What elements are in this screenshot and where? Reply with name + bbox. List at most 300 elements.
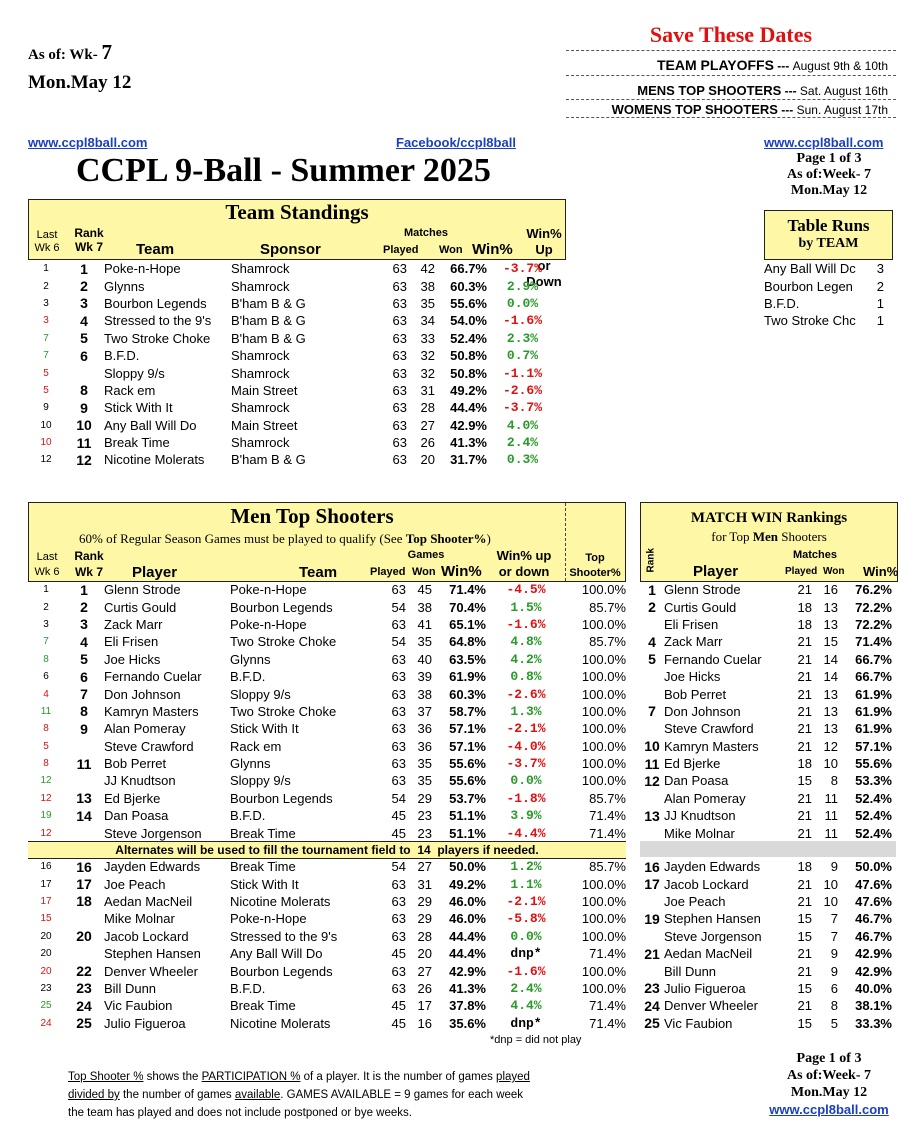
team-name: Break Time — [230, 825, 296, 841]
rank: 6 — [80, 668, 88, 685]
team-name: Break Time — [230, 998, 296, 1014]
won: 10 — [823, 876, 838, 892]
played: 63 — [391, 980, 406, 996]
played: 63 — [391, 582, 406, 598]
won: 27 — [417, 963, 432, 979]
player-name: Jayden Edwards — [104, 859, 201, 875]
played: 45 — [391, 808, 406, 824]
match-win-row — [640, 858, 896, 875]
team-name: Bourbon Legends — [104, 295, 207, 311]
won: 13 — [823, 616, 838, 632]
team-name: Two Stroke Choke — [104, 330, 211, 346]
last-week-rank: 10 — [40, 437, 52, 449]
team-name: Break Time — [104, 435, 170, 451]
played: 63 — [391, 616, 406, 632]
win-pct-change: -3.7% — [502, 261, 542, 277]
win-pct-change: -2.1% — [506, 721, 546, 737]
team-name: Any Ball Will Do — [230, 946, 323, 962]
win-pct: 60.3% — [449, 686, 486, 702]
win-pct-change: 2.4% — [506, 435, 539, 451]
player-name: Denver Wheeler — [104, 963, 198, 979]
event-name: MENS TOP SHOOTERS — [637, 83, 782, 98]
match-win-title: MATCH WIN Rankings — [690, 510, 848, 526]
win-pct: 57.1% — [449, 721, 486, 737]
shooter-row — [28, 651, 626, 668]
player-name: Joe Hicks — [104, 651, 161, 667]
won: 40 — [417, 651, 432, 667]
rank: 1 — [80, 581, 88, 598]
match-win-row — [640, 1015, 896, 1032]
rank: 4 — [80, 312, 88, 329]
th-updown-2: or Down — [526, 258, 562, 289]
win-pct-change: -2.1% — [506, 893, 546, 909]
top-shooter-pct: 100.0% — [581, 651, 626, 667]
won: 11 — [824, 808, 838, 824]
played: 63 — [392, 382, 407, 398]
win-pct: 55.6% — [449, 756, 486, 772]
rank: 6 — [80, 347, 88, 364]
played: 21 — [797, 790, 812, 806]
website-link-left[interactable]: www.ccpl8ball.com — [28, 135, 148, 150]
save-dates-list — [566, 50, 896, 118]
shooter-row — [28, 824, 626, 841]
th-won: Won — [823, 566, 845, 577]
rank: 20 — [76, 928, 92, 945]
team-row — [28, 434, 558, 451]
won: 31 — [420, 382, 435, 398]
top-shooter-pct: 71.4% — [589, 808, 626, 824]
rank: 8 — [80, 382, 88, 399]
table-runs-row — [764, 277, 884, 294]
th-updown-1: Win% Up — [526, 226, 562, 257]
win-pct-change: 1.5% — [510, 599, 542, 615]
won: 13 — [823, 703, 838, 719]
rank: 11 — [644, 755, 660, 772]
win-pct-change: 0.0% — [510, 773, 542, 789]
played: 63 — [391, 703, 406, 719]
top-shooter-pct: 100.0% — [581, 756, 626, 772]
player-name: Bill Dunn — [104, 980, 157, 996]
men-top-note — [79, 531, 491, 547]
win-pct-change: -5.8% — [506, 911, 546, 927]
rank: 1 — [80, 260, 88, 277]
team-name: B.F.D. — [230, 669, 266, 685]
th-player: Player — [132, 564, 178, 581]
player-name: Jacob Lockard — [104, 928, 189, 944]
men-alternates-table — [28, 858, 626, 1032]
event-date: August 9th & 10th — [792, 59, 888, 73]
win-pct-change: -1.8% — [506, 790, 546, 806]
played: 15 — [797, 980, 812, 996]
win-pct-change: 4.0% — [506, 417, 539, 433]
team-name: Glynns — [230, 651, 271, 667]
match-win-row — [640, 720, 896, 737]
won: 29 — [417, 911, 432, 927]
last-week-rank: 2 — [43, 280, 49, 292]
played: 63 — [392, 365, 407, 381]
won: 35 — [420, 295, 435, 311]
page-number: Page 1 of 3 — [796, 151, 862, 166]
footer-asof: As of:Week- 7 — [787, 1068, 871, 1083]
player-name: Steve Crawford — [664, 721, 754, 737]
th-played: Played — [370, 566, 406, 578]
website-link-right[interactable]: www.ccpl8ball.com — [764, 135, 884, 150]
mt-col-rank — [69, 548, 109, 580]
header-date: Mon.May 12 — [28, 72, 132, 93]
note-end: ) — [486, 531, 491, 546]
team-name: Sloppy 9/s — [230, 773, 291, 789]
th-wk6: Wk 6 — [34, 242, 60, 254]
th-matches: Matches — [403, 227, 449, 239]
won: 14 — [823, 669, 838, 685]
played: 45 — [391, 998, 406, 1014]
event-sep: --- — [781, 84, 800, 98]
win-pct: 42.9% — [855, 963, 892, 979]
match-win-row — [640, 945, 896, 962]
top-shooter-pct: 85.7% — [589, 859, 626, 875]
table-runs-subtitle: by TEAM — [798, 236, 859, 251]
alternates-banner — [28, 841, 626, 859]
shooter-row — [28, 1015, 626, 1032]
alternates-number: 14 — [417, 843, 431, 857]
top-shooter-pct: 71.4% — [589, 825, 626, 841]
team-name: Bourbon Legends — [230, 963, 333, 979]
rank: 9 — [80, 399, 88, 416]
rank: 12 — [644, 772, 660, 789]
win-pct: 65.1% — [449, 616, 486, 632]
team-name: Stick With It — [104, 400, 173, 416]
last-week-rank: 1 — [43, 263, 49, 275]
played: 54 — [391, 790, 406, 806]
win-pct: 49.2% — [450, 382, 487, 398]
win-pct: 40.0% — [855, 980, 892, 996]
fn-2: shows the — [143, 1071, 202, 1083]
last-week-rank: 8 — [43, 758, 49, 770]
shooter-row — [28, 598, 626, 615]
sub-end: Shooters — [778, 529, 827, 544]
win-pct: 64.8% — [449, 634, 486, 650]
won: 11 — [824, 825, 838, 841]
win-pct: 41.3% — [449, 980, 486, 996]
th-top-1: Top — [585, 552, 605, 564]
sub-bold: Men — [752, 529, 778, 544]
player-name: Bob Perret — [104, 756, 167, 772]
win-pct: 46.0% — [449, 893, 486, 909]
team-row — [28, 312, 558, 329]
team-name: Break Time — [230, 859, 296, 875]
last-week-rank: 24 — [40, 1017, 52, 1029]
player-name: Ed Bjerke — [104, 790, 161, 806]
top-shooter-pct: 100.0% — [581, 928, 626, 944]
table-runs-header — [764, 210, 893, 260]
last-week-rank: 23 — [40, 982, 52, 994]
top-shooter-pct: 85.7% — [589, 790, 626, 806]
shooter-row — [28, 772, 626, 789]
win-pct: 44.4% — [450, 400, 487, 416]
fn-9: . GAMES AVAILABLE = 9 games for each week — [280, 1089, 524, 1101]
event-sep: --- — [777, 103, 797, 117]
played: 15 — [797, 911, 812, 927]
run-count: 1 — [876, 313, 884, 329]
won: 28 — [420, 400, 435, 416]
win-pct: 53.3% — [855, 773, 892, 789]
player-name: Steve Crawford — [104, 738, 194, 754]
won: 36 — [417, 721, 432, 737]
team-name: B.F.D. — [104, 348, 140, 364]
played: 63 — [392, 313, 407, 329]
shooter-row — [28, 685, 626, 702]
win-pct: 50.8% — [450, 348, 487, 364]
match-win-header — [640, 502, 898, 582]
sub-text: for Top — [711, 529, 753, 544]
team-row — [28, 260, 558, 277]
last-week-rank: 8 — [43, 723, 49, 735]
sponsor: Shamrock — [231, 261, 290, 277]
save-dates-title: Save These Dates — [649, 22, 813, 47]
win-pct: 53.7% — [449, 790, 486, 806]
win-pct: 57.1% — [449, 738, 486, 754]
won: 38 — [417, 686, 432, 702]
played: 63 — [391, 669, 406, 685]
rank: 12 — [76, 451, 92, 468]
win-pct-change: 0.8% — [510, 669, 542, 685]
win-pct-change: 4.2% — [510, 651, 542, 667]
top-shooter-pct: 100.0% — [581, 686, 626, 702]
win-pct: 46.0% — [449, 911, 486, 927]
rank — [640, 928, 664, 945]
won: 35 — [417, 773, 432, 789]
win-pct: 54.0% — [450, 313, 487, 329]
rank: 23 — [644, 980, 660, 997]
win-pct: 66.7% — [855, 651, 892, 667]
player-name: Kamryn Masters — [104, 703, 199, 719]
match-win-row — [640, 703, 896, 720]
top-shooter-pct: 85.7% — [589, 599, 626, 615]
played: 63 — [392, 435, 407, 451]
won: 39 — [417, 669, 432, 685]
win-pct-change: 0.0% — [510, 928, 542, 944]
rank: 4 — [648, 633, 656, 650]
match-win-alt-table — [640, 858, 896, 1032]
won: 10 — [823, 756, 838, 772]
top-shooter-pct: 100.0% — [581, 616, 626, 632]
rank: 17 — [76, 876, 92, 893]
th-played: Played — [383, 244, 419, 256]
table-runs-table — [764, 260, 884, 330]
last-week-rank: 3 — [43, 315, 49, 327]
match-win-row — [640, 893, 896, 910]
won: 8 — [830, 998, 838, 1014]
played: 63 — [391, 928, 406, 944]
sponsor: Main Street — [231, 417, 298, 433]
player-name: Fernando Cuelar — [104, 669, 202, 685]
win-pct: 52.4% — [855, 790, 892, 806]
rank: 17 — [644, 876, 660, 893]
rank: 7 — [648, 703, 656, 720]
team-name: Stick With It — [230, 876, 299, 892]
match-win-subtitle — [641, 529, 897, 545]
shooter-row — [28, 893, 626, 910]
th-won: Won — [412, 566, 436, 578]
team-name: Bourbon Legends — [230, 790, 333, 806]
rank — [640, 685, 664, 702]
won: 34 — [420, 313, 435, 329]
event-name: TEAM PLAYOFFS — [657, 57, 774, 73]
rank — [640, 668, 664, 685]
sponsor: B'ham B & G — [231, 330, 306, 346]
last-week-rank: 2 — [43, 601, 49, 613]
won: 13 — [823, 721, 838, 737]
dnp-note: *dnp = did not play — [490, 1034, 582, 1046]
rank — [64, 945, 104, 962]
th-winpct: Win% — [472, 241, 513, 258]
th-last: Last — [36, 229, 58, 241]
last-week-rank: 9 — [43, 402, 49, 414]
player-name: Steve Jorgenson — [104, 825, 202, 841]
mt-col-last — [32, 550, 62, 580]
won: 41 — [417, 616, 432, 632]
win-pct-change: 1.3% — [510, 703, 542, 719]
won: 13 — [823, 599, 838, 615]
rank: 25 — [76, 1015, 92, 1032]
won: 27 — [417, 859, 432, 875]
played: 54 — [391, 634, 406, 650]
player-name: Dan Poasa — [664, 773, 729, 789]
sponsor: B'ham B & G — [231, 452, 306, 468]
rank: 23 — [76, 980, 92, 997]
win-pct: 37.8% — [449, 998, 486, 1014]
table-runs-row — [764, 312, 884, 329]
fn-5: played — [496, 1071, 530, 1083]
match-win-row — [640, 910, 896, 927]
alternates-text: Alternates will be used to fill the tournament field to — [115, 843, 411, 857]
last-week-rank: 19 — [40, 810, 52, 822]
rank: 2 — [648, 599, 656, 616]
played: 63 — [392, 261, 407, 277]
footer-website-link[interactable]: www.ccpl8ball.com — [769, 1102, 889, 1117]
win-pct-change: 2.3% — [506, 330, 539, 346]
win-pct: 38.1% — [855, 998, 892, 1014]
played: 21 — [797, 634, 812, 650]
rank: 25 — [644, 1015, 660, 1032]
th-won: Won — [439, 244, 463, 256]
win-pct-change: -2.6% — [506, 686, 546, 702]
th-played: Played — [785, 566, 818, 577]
rank: 19 — [644, 910, 660, 927]
col-last — [32, 229, 62, 255]
played: 54 — [391, 859, 406, 875]
won: 16 — [417, 1015, 432, 1031]
won: 20 — [417, 946, 432, 962]
win-pct: 50.0% — [855, 859, 892, 875]
won: 27 — [420, 417, 435, 433]
fn-7: the number of games — [119, 1089, 235, 1101]
rank: 1 — [648, 581, 656, 598]
win-pct: 66.7% — [450, 261, 487, 277]
top-shooter-pct: 85.7% — [589, 634, 626, 650]
win-pct: 42.9% — [449, 963, 486, 979]
sponsor: Shamrock — [231, 278, 290, 294]
last-week-rank: 20 — [40, 948, 52, 960]
th-wk6: Wk 6 — [34, 566, 60, 578]
win-pct: 70.4% — [449, 599, 486, 615]
match-win-row — [640, 616, 896, 633]
match-win-row — [640, 772, 896, 789]
played: 21 — [797, 963, 812, 979]
win-pct: 61.9% — [855, 703, 892, 719]
th-sponsor: Sponsor — [260, 241, 321, 258]
won: 36 — [417, 738, 432, 754]
sponsor: Shamrock — [231, 365, 290, 381]
win-pct-change: 0.0% — [506, 295, 539, 311]
match-win-row — [640, 668, 896, 685]
played: 63 — [391, 721, 406, 737]
match-win-row — [640, 980, 896, 997]
rank: 13 — [76, 790, 92, 807]
rank: 11 — [76, 434, 92, 451]
fn-8: available — [234, 1089, 281, 1101]
match-win-row — [640, 807, 896, 824]
win-pct: 42.9% — [450, 417, 487, 433]
win-pct: 44.4% — [449, 928, 486, 944]
team-name: Any Ball Will Do — [104, 417, 197, 433]
rank: 18 — [76, 893, 92, 910]
rank: 9 — [80, 720, 88, 737]
rank: 10 — [76, 417, 92, 434]
team-name: Stick With It — [230, 721, 299, 737]
rank: 4 — [80, 633, 88, 650]
event-mens-top — [566, 76, 896, 100]
sponsor: B'ham B & G — [231, 313, 306, 329]
page-date: Mon.May 12 — [790, 183, 868, 198]
top-shooter-pct: 100.0% — [581, 773, 626, 789]
win-pct: 63.5% — [449, 651, 486, 667]
won: 9 — [830, 946, 838, 962]
last-week-rank: 12 — [40, 775, 52, 787]
last-week-rank: 12 — [40, 454, 52, 466]
win-pct: 52.4% — [450, 330, 487, 346]
facebook-link[interactable]: Facebook/ccpl8ball — [396, 135, 516, 150]
player-name: Denver Wheeler — [664, 998, 758, 1014]
rank — [640, 616, 664, 633]
player-name: Julio Figueroa — [104, 1015, 186, 1031]
sponsor: Main Street — [231, 382, 298, 398]
player-name: Vic Faubion — [664, 1015, 733, 1031]
shooter-row — [28, 858, 626, 875]
shooter-row — [28, 997, 626, 1014]
th-updown-1: Win% up — [496, 548, 552, 563]
played: 63 — [391, 686, 406, 702]
win-pct-change: 4.4% — [510, 998, 542, 1014]
shooter-row — [28, 668, 626, 685]
team-name: Stressed to the 9's — [104, 313, 212, 329]
won: 10 — [823, 893, 838, 909]
last-week-rank: 5 — [43, 367, 49, 379]
match-win-row — [640, 997, 896, 1014]
win-pct: 51.1% — [449, 808, 486, 824]
event-sep: --- — [773, 59, 793, 73]
win-pct: 31.7% — [450, 452, 487, 468]
rank: 21 — [644, 945, 660, 962]
player-name: Alan Pomeray — [104, 721, 186, 737]
played: 63 — [392, 417, 407, 433]
team-name: Poke-n-Hope — [230, 582, 307, 598]
men-top-table — [28, 581, 626, 842]
won: 7 — [830, 911, 838, 927]
team-name: Glynns — [230, 756, 271, 772]
win-pct: 71.4% — [855, 634, 892, 650]
played: 15 — [797, 928, 812, 944]
